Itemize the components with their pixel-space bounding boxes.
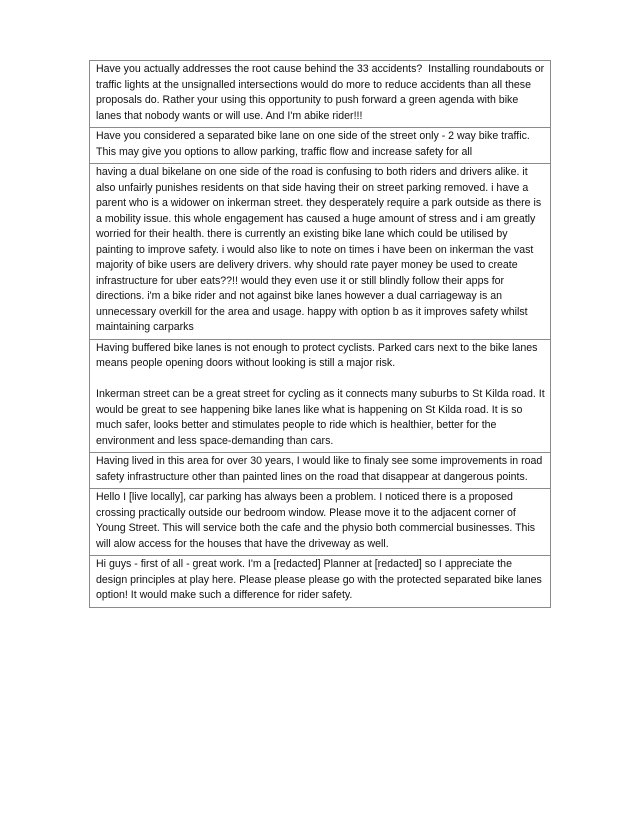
comment-cell: Hi guys - first of all - great work. I'm a [redacted] Planner at [redacted] so I appreciate the design principles at play here. Please please please go with the protected separated bike lanes option! It would make such a difference for rider safety. bbox=[90, 556, 550, 608]
comment-cell: Have you actually addresses the root cause behind the 33 accidents? Installing roundabouts or traffic lights at the unsignalled intersections would do more to reduce accidents than all these proposals do. Rather your using this opportunity to push forward a green agenda with bike lanes that nobody wants or will use. And I'm abike rider!!! bbox=[90, 61, 550, 128]
comment-cell: Having buffered bike lanes is not enough to protect cyclists. Parked cars next to the bike lanes means people opening doors without looking is still a major risk. Inkerman street can be a great street for cycling as it connects many suburbs to St Kilda road. It would be great to see happening bike lanes like what is happening on St Kilda road. It is so much safer, looks better and stimulates people to ride which is healthier, better for the environment and less space-demanding than cars. bbox=[90, 340, 550, 454]
comments-table bbox=[89, 60, 551, 608]
comment-cell: Having lived in this area for over 30 years, I would like to finaly see some improvements in road safety infrastructure other than painted lines on the road that disappear at dangerous points. bbox=[90, 453, 550, 489]
comment-cell: having a dual bikelane on one side of the road is confusing to both riders and drivers alike. it also unfairly punishes residents on that side having their on street parking removed. i have a parent who is a widower on inkerman street. they desperately require a park outside as there is a mobility issue. this whole engagement has caused a huge amount of stress and i am greatly worried for their health. there is currently an existing bike lane which could be utilised by painting to improve safety. i would also like to note on times i have been on inkerman the vast majority of bike users are delivery drivers. why should rate payer money be used to create infrastructure for uber eats??!! would they even use it or still blindly follow their apps for directions. i'm a bike rider and not against bike lanes however a dual carriageway is an unnecessary overkill for the area and usage. happy with option b as it improves safety whilst maintaining carparks bbox=[90, 164, 550, 340]
comment-cell: Have you considered a separated bike lane on one side of the street only - 2 way bike traffic. This may give you options to allow parking, traffic flow and increase safety for all bbox=[90, 128, 550, 164]
comment-cell: Hello I [live locally], car parking has always been a problem. I noticed there is a proposed crossing practically outside our bedroom window. Please move it to the adjacent corner of Young Street. This will service both the cafe and the physio both commercial businesses. This will alow access for the houses that have the driveway as well. bbox=[90, 489, 550, 556]
